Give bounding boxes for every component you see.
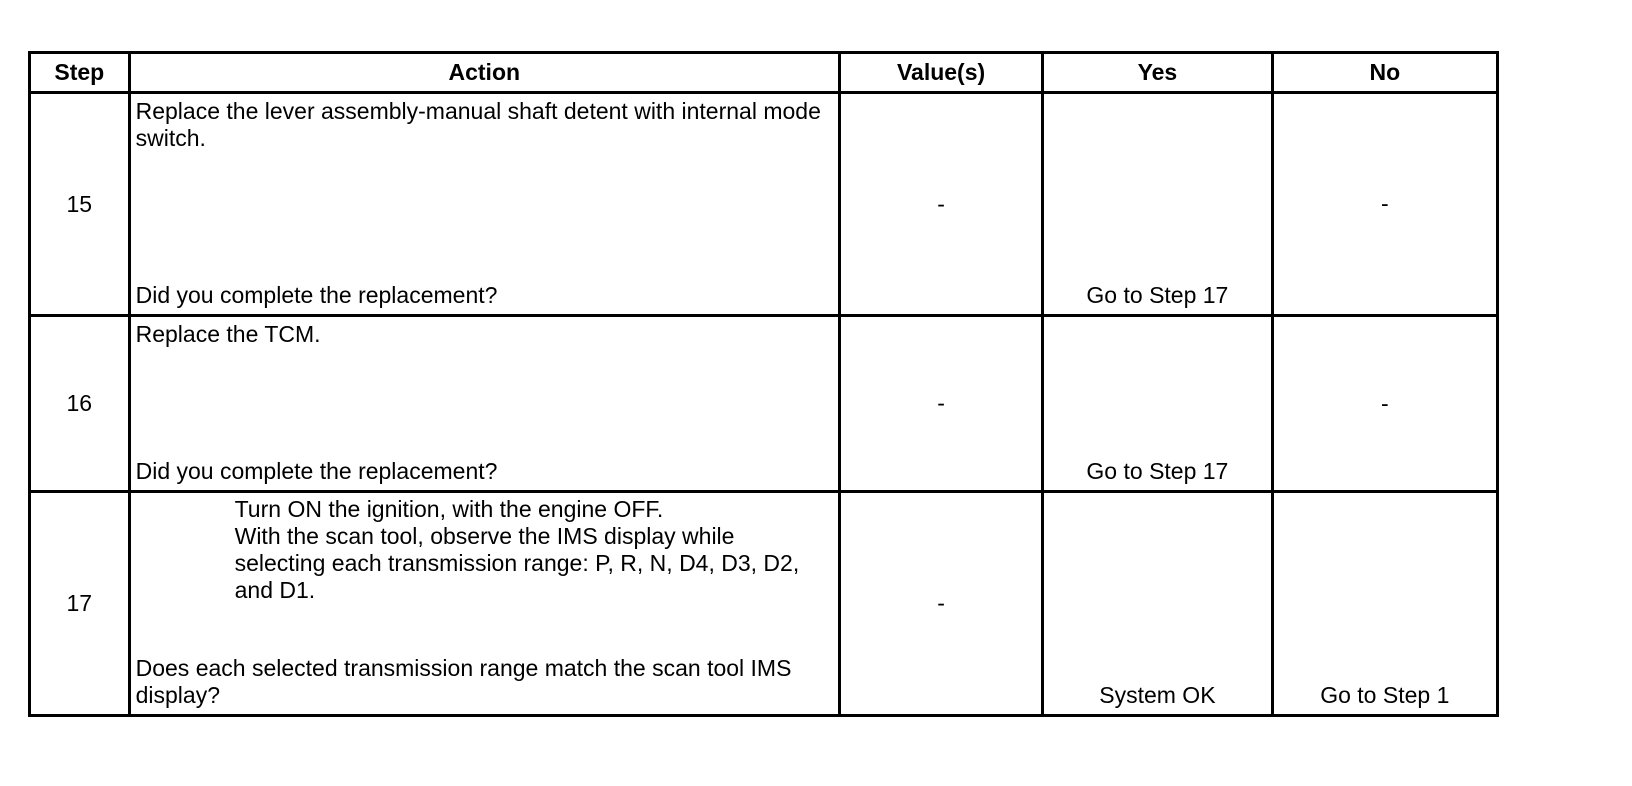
header-no: No xyxy=(1272,53,1497,93)
yes-cell xyxy=(1043,93,1272,316)
yes-cell xyxy=(1043,316,1272,492)
header-values: Value(s) xyxy=(839,53,1042,93)
action-cell xyxy=(129,492,839,716)
action-cell xyxy=(129,316,839,492)
diagnostic-table xyxy=(28,51,1499,717)
no-result: Go to Step 1 xyxy=(1320,682,1450,708)
step-number: 17 xyxy=(30,492,130,716)
value-cell: - xyxy=(839,492,1042,716)
action-instruction: Replace the TCM. xyxy=(135,321,321,347)
action-instruction-item: Turn ON the ignition, with the engine OFF. xyxy=(234,496,664,522)
value-cell: - xyxy=(839,316,1042,492)
yes-cell xyxy=(1043,492,1272,716)
action-question: Did you complete the replacement? xyxy=(135,282,498,308)
header-action: Action xyxy=(129,53,839,93)
table-header-row xyxy=(30,53,1498,93)
no-cell xyxy=(1272,492,1497,716)
value-cell: - xyxy=(839,93,1042,316)
action-question: Did you complete the replacement? xyxy=(135,458,498,484)
action-cell xyxy=(129,93,839,316)
yes-result: System OK xyxy=(1099,682,1216,708)
yes-result: Go to Step 17 xyxy=(1086,458,1229,484)
header-yes: Yes xyxy=(1043,53,1272,93)
header-step: Step xyxy=(30,53,130,93)
action-question: Does each selected transmission range match the scan tool IMS display? xyxy=(135,655,792,708)
no-result: - xyxy=(1380,390,1389,416)
table-row xyxy=(30,492,1498,716)
step-number: 16 xyxy=(30,316,130,492)
no-cell xyxy=(1272,93,1497,316)
table-row xyxy=(30,316,1498,492)
action-instruction-item: With the scan tool, observe the IMS display while selecting each transmission range: P, R, N, D4, D3, D2, and D1. xyxy=(234,523,800,603)
action-instruction-list xyxy=(235,496,818,604)
no-cell xyxy=(1272,316,1497,492)
step-number: 15 xyxy=(30,93,130,316)
no-result: - xyxy=(1380,190,1389,217)
action-instruction: Replace the lever assembly-manual shaft detent with internal mode switch. xyxy=(135,98,821,151)
table-row xyxy=(30,93,1498,316)
yes-result: Go to Step 17 xyxy=(1086,282,1229,308)
